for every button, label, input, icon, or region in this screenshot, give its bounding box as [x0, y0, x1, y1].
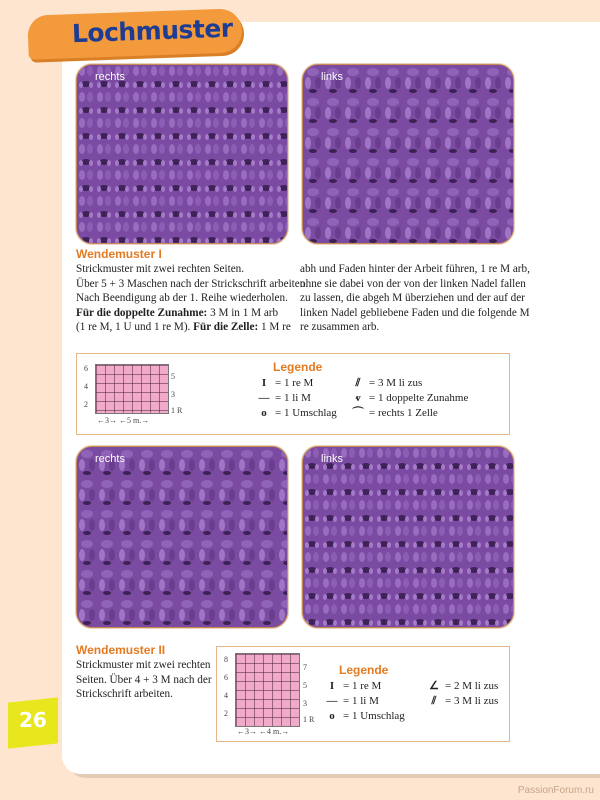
legend-text: = 1 Umschlag — [343, 710, 405, 722]
legend-text: = 3 M li zus — [445, 695, 499, 707]
page-number-tab — [8, 697, 58, 748]
chart-row-label: 5 — [303, 681, 307, 690]
section2-text — [76, 658, 212, 702]
legend-text: = 1 doppelte Zunahme — [369, 392, 469, 404]
double-increase-icon: ⱴ — [355, 392, 361, 404]
chart-footer: ←3→ ←4 m.→ — [237, 727, 290, 736]
text-line: Strickmuster mit zwei rechten — [76, 659, 211, 671]
legend-item — [347, 376, 422, 391]
chart-footer: ←3→ ←5 m.→ — [97, 416, 150, 425]
chart-row-label: 3 — [171, 390, 175, 399]
section1-col2 — [300, 262, 530, 335]
text-line: Über 5 + 3 Maschen nach der Strickschrift arbeiten. — [76, 277, 309, 290]
knit-stitch-icon: I — [329, 680, 335, 692]
legend-title: Legende — [339, 663, 389, 677]
legend-box-2 — [216, 646, 510, 742]
chart-grid — [96, 365, 168, 413]
knitting-chart-1 — [95, 364, 169, 414]
legend-text: = 1 li M — [343, 695, 379, 707]
chart-row-label: 3 — [303, 699, 307, 708]
title-banner — [27, 8, 242, 59]
legend-item — [253, 406, 337, 421]
text-line: zu lassen, die abgeh M überziehen und der auf der — [300, 292, 525, 305]
legend-box-1 — [76, 353, 510, 435]
text-run: 3 M in 1 M arb — [207, 306, 279, 319]
chart-row-label: 2 — [84, 400, 88, 409]
bold-label: Für die Zelle: — [193, 321, 259, 334]
photo-links-2 — [302, 446, 514, 628]
watermark: PassionForum.ru — [517, 785, 594, 796]
legend-item — [423, 679, 498, 694]
bold-label: Für die doppelte Zunahme: — [76, 306, 208, 319]
chart-grid — [236, 654, 299, 726]
text-run: 1 M re — [258, 321, 291, 334]
legend-item — [423, 694, 498, 709]
photo-label: links — [321, 453, 344, 465]
page-number: 26 — [19, 708, 47, 733]
chart-row-label: 1 R — [171, 406, 183, 415]
section1-title: Wendemuster I — [76, 247, 162, 261]
legend-text: = 2 M li zus — [445, 680, 499, 692]
legend-item — [321, 679, 381, 694]
legend-text: = 3 M li zus — [369, 377, 423, 389]
purl-two-together-icon: ∠ — [429, 680, 439, 692]
legend-item — [321, 694, 379, 709]
purl-stitch-icon: — — [258, 392, 270, 404]
purl-three-together-icon: ⫽ — [355, 377, 361, 389]
legend-item — [347, 391, 468, 406]
knit-stitch-icon: I — [261, 377, 267, 389]
text-line: Nach Beendigung ab der 1. Reihe wiederholen. — [76, 292, 288, 305]
photo-rechts-2 — [76, 446, 288, 628]
text-line: Seiten. Über 4 + 3 M nach der — [76, 673, 212, 686]
text-run: (1 re M, 1 U und 1 re M). — [76, 321, 194, 334]
legend-item — [253, 391, 311, 406]
photo-label: rechts — [95, 453, 125, 465]
purl-three-together-icon: ⫽ — [431, 695, 437, 707]
purl-stitch-icon: — — [326, 695, 338, 707]
text-line: Strickschrift arbeiten. — [76, 688, 173, 701]
knitting-chart-2 — [235, 653, 300, 727]
chart-row-label: 6 — [224, 673, 228, 682]
photo-rechts-1 — [76, 64, 288, 244]
photo-links-1 — [302, 64, 514, 244]
legend-text: = 1 re M — [275, 377, 314, 389]
photo-label: rechts — [95, 71, 125, 83]
photo-label: links — [321, 71, 344, 83]
text-line: linken Nadel gebliebene Faden und die folgende M — [300, 306, 530, 319]
legend-text: = 1 li M — [275, 392, 311, 404]
legend-item — [321, 709, 405, 724]
text-line: re zusammen arb. — [300, 321, 380, 334]
chart-row-label: 2 — [224, 709, 228, 718]
chart-row-label: 6 — [84, 364, 88, 373]
legend-text: = 1 Umschlag — [275, 407, 337, 419]
text-line: Strickmuster mit zwei rechten Seiten. — [76, 263, 245, 275]
page-title: Lochmuster — [71, 13, 234, 49]
chart-row-label: 4 — [224, 691, 228, 700]
chart-row-label: 4 — [84, 382, 88, 391]
text-line — [76, 320, 308, 335]
cell-stitch-icon: ⌒ — [352, 407, 364, 419]
text-line — [76, 306, 308, 321]
yarn-over-icon: o — [329, 710, 335, 722]
section1-col1 — [76, 262, 308, 335]
legend-item — [253, 376, 313, 391]
legend-text: = rechts 1 Zelle — [369, 407, 438, 419]
chart-row-label: 8 — [224, 655, 228, 664]
chart-row-label: 1 R — [303, 715, 315, 724]
section2-title: Wendemuster II — [76, 643, 166, 657]
chart-row-label: 7 — [303, 663, 307, 672]
chart-row-label: 5 — [171, 372, 175, 381]
text-line: abh und Faden hinter der Arbeit führen, 1 re M arb, — [300, 263, 530, 275]
text-line: ohne sie dabei von der von der linken Nadel fallen — [300, 277, 526, 290]
legend-title: Legende — [273, 360, 323, 374]
yarn-over-icon: o — [261, 407, 267, 419]
legend-text: = 1 re M — [343, 680, 382, 692]
legend-item — [347, 406, 438, 421]
